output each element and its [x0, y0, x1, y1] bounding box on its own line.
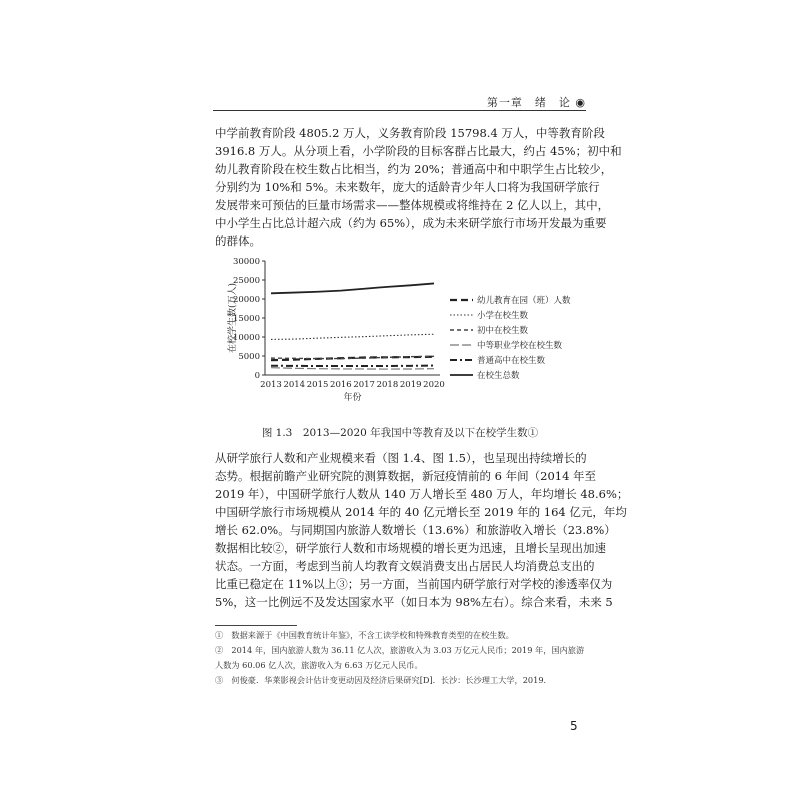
- text-line: 发展带来可预估的巨量市场需求——整体规模或将维持在 2 亿人以上，其中，: [215, 198, 610, 212]
- x-tick-label: 2018: [376, 380, 399, 390]
- x-axis-title: 年份: [343, 393, 362, 403]
- legend-label: 普通高中在校生数: [477, 356, 546, 366]
- x-tick-label: 2020: [423, 380, 445, 390]
- text-line: 分别约为 10%和 5%。未来数年，庞大的适龄青少年人口将为我国研学旅行: [215, 180, 600, 194]
- text-line: 比重已稳定在 11%以上③；另一方面，当前国内研学旅行对学校的渗透率仅为: [215, 577, 613, 591]
- x-tick-label: 2014: [283, 380, 306, 390]
- y-tick-label: 20000: [232, 295, 260, 305]
- x-tick-label: 2017: [353, 380, 375, 390]
- page-number: 5: [570, 719, 578, 733]
- footnote: ② 2014 年，国内旅游人数为 36.11 亿人次，旅游收入为 3.03 万亿元人民币；2019 年，国内旅游: [215, 645, 585, 655]
- student-count-chart: [225, 255, 625, 415]
- running-head: 第一章 绪 论 ◉: [486, 96, 586, 109]
- x-tick-label: 2013: [260, 380, 282, 390]
- footnote-continuation: 人数为 60.06 亿人次，旅游收入为 6.63 万亿元人民币。: [215, 660, 423, 670]
- text-line: 数据相比较②，研学旅行人数和市场规模的增长更为迅速，且增长呈现出加速: [215, 541, 606, 555]
- y-tick-label: 5000: [238, 352, 260, 362]
- x-tick-label: 2015: [306, 380, 329, 390]
- paragraph-2: [215, 449, 629, 611]
- legend-label: 在校生总数: [477, 371, 520, 381]
- series-line: [271, 334, 434, 339]
- legend-label: 小学在校生数: [477, 311, 529, 321]
- header-rule: [213, 110, 586, 111]
- text-line: 2019 年），中国研学旅行人数从 140 万人增长至 480 万人，年均增长 48.6%；: [215, 487, 629, 501]
- x-tick-label: 2016: [330, 380, 352, 390]
- figure-caption: 图 1.3 2013—2020 年我国中等教育及以下在校学生数①: [261, 427, 539, 439]
- series-line: [271, 368, 434, 369]
- y-tick-label: 15000: [232, 314, 260, 324]
- text-line: 中学前教育阶段 4805.2 万人，义务教育阶段 15798.4 万人，中等教育阶段: [215, 126, 605, 140]
- text-line: 状态。一方面，考虑到当前人均教育文娱消费支出占居民人均消费总支出的: [215, 559, 595, 573]
- footnotes: [215, 628, 585, 688]
- text-line: 中小学生占比总计超六成（约为 65%），成为未来研学旅行市场开发最为重要: [215, 216, 607, 230]
- footnote: ③ 何俊豪．华莱影视会计估计变更动因及经济后果研究[D]．长沙：长沙理工大学，2019．: [215, 675, 552, 685]
- text-line: 幼儿教育阶段在校生数占比相当，约为 20%；普通高中和中职学生占比较少，: [215, 162, 613, 176]
- y-tick-label: 10000: [232, 333, 260, 343]
- series-line: [271, 283, 434, 293]
- footnote-rule: [215, 625, 297, 626]
- paragraph-1: [215, 124, 622, 250]
- y-tick-label: 25000: [232, 276, 260, 286]
- y-tick-label: 30000: [232, 257, 260, 267]
- text-line: 从研学旅行人数和产业规模来看（图 1.4、图 1.5），也呈现出持续增长的: [215, 451, 587, 465]
- text-line: 3916.8 万人。从分项上看，小学阶段的目标客群占比最大，约占 45%；初中和: [215, 144, 622, 158]
- text-line: 增长 62.0%。与同期国内旅游人数增长（13.6%）和旅游收入增长（23.8%）: [215, 523, 616, 537]
- text-line: 态势。根据前瞻产业研究院的测算数据，新冠疫情前的 6 年间（2014 年至: [215, 469, 597, 483]
- legend-label: 幼儿教育在园（班）人数: [477, 296, 571, 306]
- text-line: 的群体。: [215, 234, 261, 248]
- text-line: 中国研学旅行市场规模从 2014 年的 40 亿元增长至 2019 年的 164 亿元，年均: [215, 505, 627, 519]
- x-tick-label: 2019: [399, 380, 422, 390]
- footnote: ① 数据来源于《中国教育统计年鉴》，不含工读学校和特殊教育类型的在校生数。: [215, 630, 514, 640]
- y-tick-label: 0: [254, 371, 260, 381]
- legend-label: 初中在校生数: [477, 326, 529, 336]
- chart-canvas: [225, 255, 625, 415]
- y-axis-title: 在校学生数(万人): [228, 282, 238, 354]
- text-line: 5%，这一比例远不及发达国家水平（如日本为 98%左右）。综合来看，未来 5: [215, 595, 613, 609]
- legend-label: 中等职业学校在校生数: [477, 341, 563, 351]
